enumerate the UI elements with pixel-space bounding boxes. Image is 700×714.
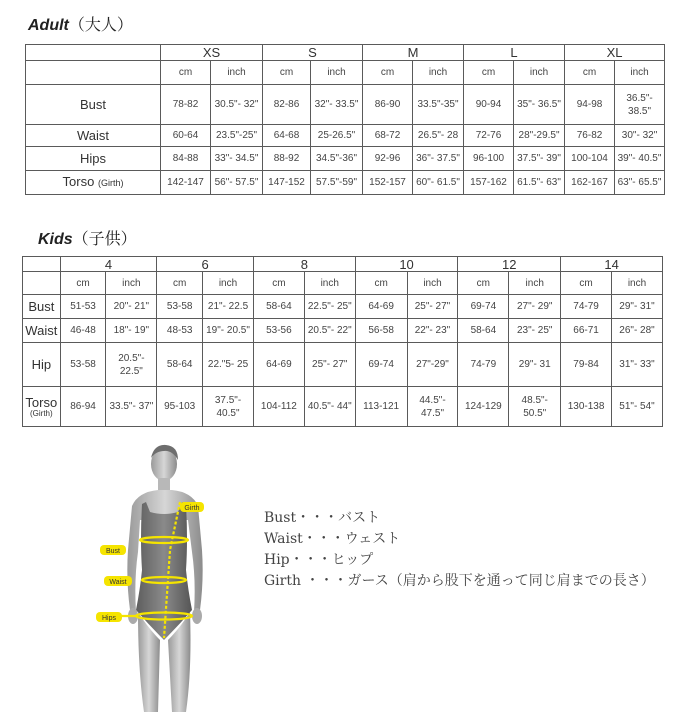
kids-row-label	[23, 295, 61, 319]
kids-value-cell: 20.5"- 22.5"	[106, 343, 157, 387]
adult-value-cell: 35"- 36.5"	[514, 85, 565, 125]
adult-value-cell: 162-167	[565, 171, 615, 195]
adult-value-cell: 90-94	[464, 85, 514, 125]
kids-value-cell: 46-48	[60, 319, 106, 343]
adult-value-cell: 61.5"- 63"	[514, 171, 565, 195]
kids-title-text: Kids	[38, 231, 73, 248]
svg-text:Hips: Hips	[101, 615, 117, 622]
kids-unit-cm: cm	[355, 272, 407, 295]
adult-size-header-row	[26, 45, 665, 61]
kids-row-waist	[23, 319, 663, 343]
adult-value-cell: 94-98	[565, 85, 615, 125]
adult-size-xl: XL	[565, 45, 665, 61]
kids-value-cell: 22."5- 25	[203, 343, 254, 387]
adult-value-cell: 82-86	[263, 85, 311, 125]
adult-value-cell: 92-96	[363, 147, 413, 171]
adult-size-s: S	[263, 45, 363, 61]
kids-unit-inch: inch	[509, 272, 561, 295]
adult-value-cell: 60"- 61.5"	[413, 171, 464, 195]
kids-unit-cm: cm	[60, 272, 106, 295]
kids-value-cell: 56-58	[355, 319, 407, 343]
adult-value-cell: 25-26.5"	[311, 125, 363, 147]
adult-value-cell: 33"- 34.5"	[211, 147, 263, 171]
kids-value-cell: 53-58	[60, 343, 106, 387]
adult-size-m: M	[363, 45, 464, 61]
adult-unit-cm: cm	[464, 61, 514, 85]
adult-row-label	[26, 125, 161, 147]
girth-tag	[180, 502, 204, 512]
kids-value-cell: 53-56	[253, 319, 304, 343]
svg-text:Girth: Girth	[184, 505, 200, 512]
kids-unit-inch: inch	[203, 272, 254, 295]
adult-row-hips	[26, 147, 665, 171]
kids-value-cell: 29"- 31"	[612, 295, 663, 319]
adult-row-label	[26, 85, 161, 125]
adult-unit-row	[26, 61, 665, 85]
adult-value-cell: 37.5"- 39"	[514, 147, 565, 171]
kids-row-hip	[23, 343, 663, 387]
measurement-legend	[264, 508, 655, 592]
kids-value-cell: 64-69	[355, 295, 407, 319]
adult-row-label	[26, 171, 161, 195]
adult-value-cell: 28"-29.5"	[514, 125, 565, 147]
adult-unit-inch: inch	[211, 61, 263, 85]
adult-unit-cm: cm	[161, 61, 211, 85]
kids-value-cell: 64-69	[253, 343, 304, 387]
kids-value-cell: 69-74	[355, 343, 407, 387]
adult-value-cell: 56"- 57.5"	[211, 171, 263, 195]
kids-value-cell: 58-64	[157, 343, 203, 387]
adult-value-cell: 84-88	[161, 147, 211, 171]
adult-size-table	[25, 44, 665, 195]
adult-unit-cm: cm	[263, 61, 311, 85]
adult-value-cell: 86-90	[363, 85, 413, 125]
bust-tag	[100, 545, 126, 555]
adult-corner-cell	[26, 45, 161, 61]
adult-value-cell: 72-76	[464, 125, 514, 147]
kids-value-cell: 48-53	[157, 319, 203, 343]
kids-value-cell: 19"- 20.5"	[203, 319, 254, 343]
adult-value-cell: 76-82	[565, 125, 615, 147]
kids-value-cell: 51"- 54"	[612, 387, 663, 427]
kids-value-cell: 21"- 22.5	[203, 295, 254, 319]
adult-value-cell: 26.5"- 28	[413, 125, 464, 147]
adult-value-cell: 34.5"-36"	[311, 147, 363, 171]
kids-unit-cm: cm	[253, 272, 304, 295]
adult-value-cell: 96-100	[464, 147, 514, 171]
kids-value-cell: 44.5"- 47.5"	[407, 387, 458, 427]
adult-value-cell: 68-72	[363, 125, 413, 147]
kids-value-cell: 95-103	[157, 387, 203, 427]
adult-row-torso	[26, 171, 665, 195]
kids-row-label-text: Bust	[28, 299, 55, 314]
kids-value-cell: 40.5"- 44"	[304, 387, 355, 427]
kids-size-6: 6	[157, 257, 254, 272]
adult-value-cell: 63"- 65.5"	[615, 171, 665, 195]
kids-size-4: 4	[60, 257, 157, 272]
adult-value-cell: 157-162	[464, 171, 514, 195]
kids-value-cell: 29"- 31	[509, 343, 561, 387]
model-silhouette	[127, 445, 202, 712]
kids-value-cell: 51-53	[60, 295, 106, 319]
kids-value-cell: 26"- 28"	[612, 319, 663, 343]
adult-value-cell: 147-152	[263, 171, 311, 195]
kids-value-cell: 25"- 27"	[304, 343, 355, 387]
adult-row-bust	[26, 85, 665, 125]
adult-row-label-text: Torso	[62, 174, 95, 189]
legend-waist: Waist・・・ウェスト	[264, 531, 401, 547]
kids-value-cell: 27"- 29"	[509, 295, 561, 319]
kids-value-cell: 27"-29"	[407, 343, 458, 387]
kids-value-cell: 58-64	[253, 295, 304, 319]
legend-bust: Bust・・・バスト	[264, 510, 381, 526]
kids-value-cell: 33.5"- 37"	[106, 387, 157, 427]
kids-unit-cm: cm	[458, 272, 509, 295]
kids-unit-cm: cm	[157, 272, 203, 295]
kids-value-cell: 104-112	[253, 387, 304, 427]
adult-value-cell: 78-82	[161, 85, 211, 125]
kids-value-cell: 23"- 25"	[509, 319, 561, 343]
kids-value-cell: 22"- 23"	[407, 319, 458, 343]
kids-value-cell: 79-84	[561, 343, 612, 387]
adult-size-l: L	[464, 45, 565, 61]
adult-unit-inch: inch	[514, 61, 565, 85]
kids-row-bust	[23, 295, 663, 319]
kids-unit-cm: cm	[561, 272, 612, 295]
kids-size-14: 14	[561, 257, 663, 272]
kids-row-torso	[23, 387, 663, 427]
kids-title-jp: （子供）	[72, 229, 137, 248]
kids-row-label-text: Waist	[25, 323, 58, 338]
kids-row-label	[23, 343, 61, 387]
adult-value-cell: 33.5"-35"	[413, 85, 464, 125]
waist-tag	[104, 576, 132, 586]
kids-corner-cell	[23, 257, 61, 272]
kids-value-cell: 31"- 33"	[612, 343, 663, 387]
adult-unit-inch: inch	[311, 61, 363, 85]
adult-title	[28, 12, 133, 35]
kids-value-cell: 74-79	[561, 295, 612, 319]
adult-value-cell: 152-157	[363, 171, 413, 195]
adult-unit-inch: inch	[615, 61, 665, 85]
kids-value-cell: 130-138	[561, 387, 612, 427]
adult-value-cell: 57.5"-59"	[311, 171, 363, 195]
adult-row-label-text: Hips	[79, 151, 106, 166]
kids-value-cell: 58-64	[458, 319, 509, 343]
kids-row-label-text: Torso	[25, 394, 58, 410]
legend-girth: Girth ・・・ガース（肩から股下を通って同じ肩までの長さ）	[264, 573, 655, 589]
kids-value-cell: 113-121	[355, 387, 407, 427]
adult-unit-corner	[26, 61, 161, 85]
kids-size-10: 10	[355, 257, 458, 272]
kids-unit-inch: inch	[612, 272, 663, 295]
adult-value-cell: 23.5"-25"	[211, 125, 263, 147]
kids-value-cell: 69-74	[458, 295, 509, 319]
kids-value-cell: 124-129	[458, 387, 509, 427]
kids-value-cell: 53-58	[157, 295, 203, 319]
adult-value-cell: 39"- 40.5"	[615, 147, 665, 171]
kids-value-cell: 66-71	[561, 319, 612, 343]
kids-row-label-text: Hip	[31, 357, 52, 372]
adult-value-cell: 36.5"- 38.5"	[615, 85, 665, 125]
kids-value-cell: 25"- 27"	[407, 295, 458, 319]
kids-size-12: 12	[458, 257, 561, 272]
adult-row-label-text: Waist	[76, 128, 110, 143]
legend-hip: Hip・・・ヒップ	[264, 552, 374, 568]
adult-title-jp: （大人）	[68, 15, 133, 34]
svg-text:Bust: Bust	[105, 548, 121, 555]
adult-unit-inch: inch	[413, 61, 464, 85]
kids-value-cell: 74-79	[458, 343, 509, 387]
adult-size-xs: XS	[161, 45, 263, 61]
kids-unit-inch: inch	[407, 272, 458, 295]
adult-value-cell: 100-104	[565, 147, 615, 171]
measurement-figure	[88, 440, 238, 712]
adult-value-cell: 88-92	[263, 147, 311, 171]
kids-row-label	[23, 387, 61, 427]
kids-title	[38, 226, 137, 249]
svg-text:Waist: Waist	[109, 579, 127, 586]
kids-value-cell: 18"- 19"	[106, 319, 157, 343]
adult-value-cell: 64-68	[263, 125, 311, 147]
adult-unit-cm: cm	[565, 61, 615, 85]
adult-unit-cm: cm	[363, 61, 413, 85]
adult-row-label-text: Bust	[79, 97, 106, 112]
hips-tag	[96, 612, 122, 622]
kids-value-cell: 48.5"- 50.5"	[509, 387, 561, 427]
kids-value-cell: 20.5"- 22"	[304, 319, 355, 343]
kids-unit-inch: inch	[106, 272, 157, 295]
adult-row-label	[26, 147, 161, 171]
kids-unit-row	[23, 272, 663, 295]
kids-value-cell: 20"- 21"	[106, 295, 157, 319]
kids-size-header-row	[23, 257, 663, 272]
adult-value-cell: 142-147	[161, 171, 211, 195]
adult-value-cell: 30"- 32"	[615, 125, 665, 147]
kids-unit-inch: inch	[304, 272, 355, 295]
adult-title-text: Adult	[28, 17, 69, 34]
adult-value-cell: 32"- 33.5"	[311, 85, 363, 125]
kids-size-table	[22, 256, 663, 427]
adult-row-label-sub: (Girth)	[97, 178, 124, 188]
adult-row-waist	[26, 125, 665, 147]
kids-value-cell: 37.5"- 40.5"	[203, 387, 254, 427]
kids-row-label-sub: (Girth)	[29, 408, 53, 418]
kids-row-label	[23, 319, 61, 343]
adult-value-cell: 60-64	[161, 125, 211, 147]
adult-value-cell: 36"- 37.5"	[413, 147, 464, 171]
kids-unit-corner	[23, 272, 61, 295]
kids-value-cell: 22.5"- 25"	[304, 295, 355, 319]
adult-value-cell: 30.5"- 32"	[211, 85, 263, 125]
kids-size-8: 8	[253, 257, 355, 272]
kids-value-cell: 86-94	[60, 387, 106, 427]
